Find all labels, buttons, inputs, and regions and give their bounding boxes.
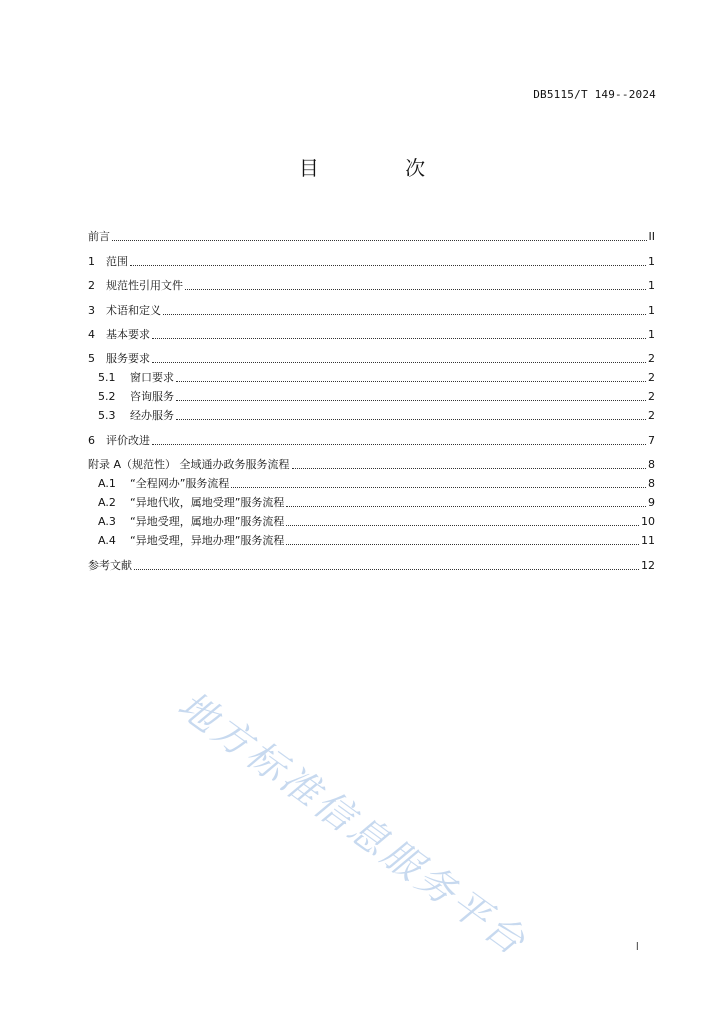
toc-entry-appendix-a[interactable]	[88, 448, 655, 472]
watermark: 地方标准信息服务平台	[170, 682, 536, 966]
toc-dot-leader	[112, 239, 647, 241]
toc-dot-leader	[176, 418, 646, 420]
toc-entry-text: 评价改进	[106, 433, 150, 447]
document-code: DB5115/T 149--2024	[533, 88, 656, 101]
toc-dot-leader	[163, 313, 646, 315]
toc-entry-text: 窗口要求	[130, 371, 174, 385]
toc-dot-leader	[134, 568, 639, 570]
toc-entry-text: 范围	[106, 254, 128, 268]
toc-entry-text: “全程网办”服务流程	[130, 477, 230, 491]
toc-entry-text: 参考文献	[88, 558, 132, 572]
toc-entry-page: 9	[648, 496, 655, 510]
toc-entry-a-3[interactable]	[88, 510, 655, 529]
toc-entry-text: 规范性引用文件	[106, 279, 183, 293]
toc-dot-leader	[152, 337, 646, 339]
toc-dot-leader	[286, 543, 639, 545]
toc-entry-page: 2	[648, 352, 655, 366]
toc-entry-text: 基本要求	[106, 327, 150, 341]
toc-entry-page: 1	[648, 303, 655, 317]
toc-entry-3[interactable]	[88, 293, 655, 317]
toc-entry-number: 6	[88, 433, 95, 447]
toc-entry-5-2[interactable]	[88, 385, 655, 404]
toc-dot-leader	[176, 380, 646, 382]
toc-dot-leader	[292, 467, 646, 469]
toc-entry-2[interactable]	[88, 269, 655, 293]
toc-entry-number: A.4	[98, 534, 116, 548]
page-number: I	[635, 940, 639, 953]
toc-entry-text: 经办服务	[130, 409, 174, 423]
toc-entry-a-2[interactable]	[88, 491, 655, 510]
toc-entry-number: 4	[88, 327, 95, 341]
toc-entry-number: 5.3	[98, 409, 116, 423]
toc-entry-a-1[interactable]	[88, 472, 655, 491]
toc-entry-number: 5	[88, 352, 95, 366]
toc-dot-leader	[130, 264, 646, 266]
toc-entry-number: 2	[88, 279, 95, 293]
toc-entry-text: “异地代收，属地受理”服务流程	[130, 496, 285, 510]
toc-entry-text: 前言	[88, 230, 110, 244]
toc-entry-text: 服务要求	[106, 352, 150, 366]
toc-entry-text: 术语和定义	[106, 303, 161, 317]
toc-entry-page: 1	[648, 254, 655, 268]
toc-dot-leader	[152, 361, 646, 363]
toc-entry-1[interactable]	[88, 244, 655, 268]
toc-entry-number: A.3	[98, 515, 116, 529]
toc-entry-page: 10	[641, 515, 655, 529]
toc-dot-leader	[286, 505, 646, 507]
toc-entry-page: 12	[641, 558, 655, 572]
toc-entry-page: 11	[641, 534, 655, 548]
toc-dot-leader	[231, 486, 646, 488]
toc-entry-number: 5.1	[98, 371, 116, 385]
toc-entry-number: A.1	[98, 477, 116, 491]
toc-entry-page: 8	[648, 458, 655, 472]
toc-entry-number: 3	[88, 303, 95, 317]
toc-entry-text: 附录 A（规范性） 全域通办政务服务流程	[88, 458, 290, 472]
toc-dot-leader	[152, 443, 646, 445]
toc-dot-leader	[185, 288, 646, 290]
toc-entry-number: 5.2	[98, 390, 116, 404]
toc-entry-page: 7	[648, 433, 655, 447]
toc-entry-6[interactable]	[88, 423, 655, 447]
toc-entry-page: 8	[648, 477, 655, 491]
toc-entry-page: II	[648, 230, 655, 244]
toc-title: 目 次	[298, 156, 466, 180]
table-of-contents	[88, 220, 655, 573]
toc-entry-foreword[interactable]	[88, 220, 655, 244]
toc-entry-5-3[interactable]	[88, 404, 655, 423]
toc-dot-leader	[176, 399, 646, 401]
toc-entry-a-4[interactable]	[88, 529, 655, 548]
toc-entry-number: 1	[88, 254, 95, 268]
toc-entry-text: “异地受理，异地办理”服务流程	[130, 534, 285, 548]
toc-entry-page: 1	[648, 279, 655, 293]
toc-entry-references[interactable]	[88, 548, 655, 572]
toc-entry-page: 2	[648, 390, 655, 404]
toc-entry-5[interactable]	[88, 342, 655, 366]
toc-entry-text: 咨询服务	[130, 390, 174, 404]
toc-entry-page: 2	[648, 371, 655, 385]
toc-entry-page: 2	[648, 409, 655, 423]
toc-entry-5-1[interactable]	[88, 366, 655, 385]
toc-entry-number: A.2	[98, 496, 116, 510]
toc-entry-page: 1	[648, 327, 655, 341]
toc-entry-4[interactable]	[88, 318, 655, 342]
toc-dot-leader	[286, 524, 639, 526]
toc-entry-text: “异地受理，属地办理”服务流程	[130, 515, 285, 529]
